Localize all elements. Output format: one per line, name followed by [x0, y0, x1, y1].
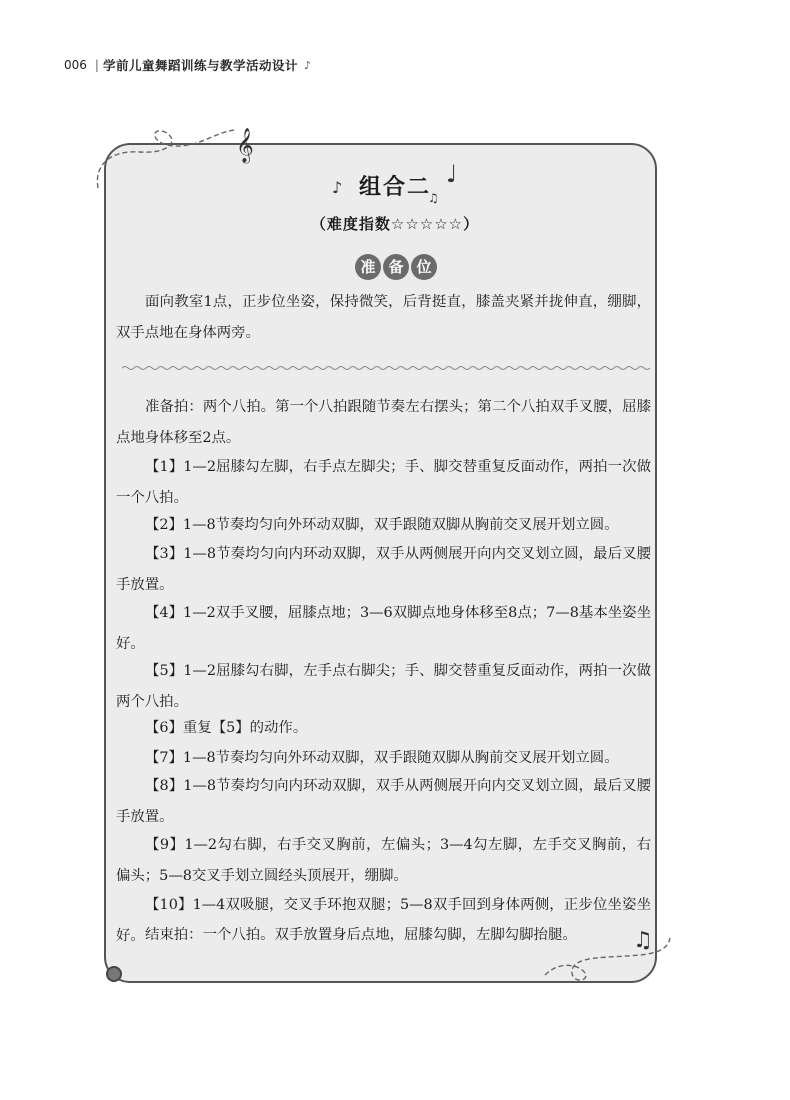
- difficulty-label: （难度指数: [310, 215, 391, 233]
- music-note-icon: ♪: [332, 178, 343, 197]
- page-number: 006: [64, 58, 87, 72]
- treble-clef-icon: 𝄞: [236, 128, 254, 163]
- step-paragraph: 结束拍：一个八拍。双手放置身后点地，屈膝勾脚，左脚勾脚抬腿。: [145, 927, 577, 943]
- prep-position-text: 面向教室1点，正步位坐姿，保持微笑，后背挺直，膝盖夹紧并拢伸直，绷脚，双手点地在身体两旁。: [116, 294, 651, 341]
- page-header: [64, 56, 311, 74]
- step-paragraph: 【10】1—4双吸腿，交叉手环抱双腿；5—8双手回到身体两侧，正步位坐姿坐好。: [116, 897, 651, 944]
- music-note-icon: ♪: [303, 58, 311, 72]
- badge-char: 准: [355, 254, 381, 280]
- music-note-icon: ♩: [446, 160, 458, 188]
- step-paragraph: 【5】1—2屈膝勾右脚，左手点右脚尖；手、脚交替重复反面动作，两拍一次做两个八拍。: [116, 663, 651, 710]
- step-paragraph: 【1】1—2屈膝勾左脚，右手点左脚尖；手、脚交替重复反面动作，两拍一次做一个八拍。: [116, 459, 651, 506]
- difficulty-rating: [0, 213, 790, 234]
- step-paragraph: 准备拍：两个八拍。第一个八拍跟随节奏左右摆头；第二个八拍双手叉腰，屈膝点地身体移至2点。: [116, 399, 651, 446]
- step-paragraph: 【9】1—2勾右脚，右手交叉胸前，左偏头；3—4勾左脚，左手交叉胸前，右偏头；5—8交叉手划立圆经头顶展开，绷脚。: [116, 837, 651, 884]
- difficulty-close: ）: [463, 215, 480, 233]
- badge-char: 备: [383, 254, 409, 280]
- step-paragraph: 【8】1—8节奏均匀向内环动双脚，双手从两侧展开向内交叉划立圆，最后叉腰手放置。: [116, 778, 651, 825]
- step-paragraph: 【7】1—8节奏均匀向外环动双脚，双手跟随双脚从胸前交叉展开划立圆。: [145, 750, 619, 766]
- header-separator: |: [94, 58, 99, 72]
- book-title: 学前儿童舞蹈训练与教学活动设计: [102, 58, 298, 73]
- prep-position-badge: [341, 252, 451, 282]
- music-note-icon: ♫: [428, 191, 439, 205]
- badge-char: 位: [411, 254, 437, 280]
- difficulty-stars: ☆☆☆☆☆: [390, 215, 464, 233]
- step-paragraph: 【4】1—2双手叉腰，屈膝点地；3—6双脚点地身体移至8点；7—8基本坐姿坐好。: [116, 605, 651, 652]
- frame-corner-dot: [106, 966, 122, 982]
- wavy-divider: [122, 364, 652, 372]
- combination-title: 组合二: [358, 175, 431, 200]
- step-paragraph: 【2】1—8节奏均匀向外环动双脚，双手跟随双脚从胸前交叉展开划立圆。: [145, 517, 619, 533]
- step-paragraph: 【3】1—8节奏均匀向内环动双脚，双手从两侧展开向内交叉划立圆，最后叉腰手放置。: [116, 546, 651, 593]
- step-paragraph: 【6】重复【5】的动作。: [145, 720, 308, 736]
- music-note-icon: ♫: [633, 928, 653, 953]
